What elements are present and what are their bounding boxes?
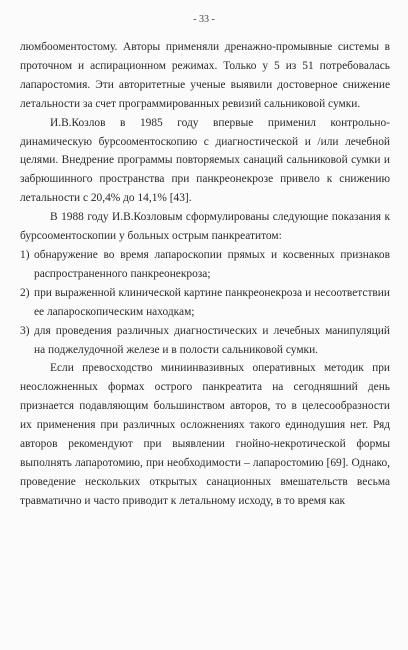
paragraph-1: люмбооментостому. Авторы применяли дренажно-промывные системы в проточном и аспирационном режимах. Только у 5 из 51 потребовалась лапаростомия. Эти авторитетные ученые выявили достоверное снижение летальности за счет программированных ревизий сальниковой сумки.	[20, 41, 390, 110]
list-item-text: при выраженной клинической картине панкреонекроза и несоответствии ее лапароскопическим находкам;	[34, 286, 390, 318]
paragraph-4: Если превосходство миниинвазивных оперативных методик при неосложненных формах острого панкреатита на сегодняшний день признается подавляющим большинством авторов, то в целесообразности их применения при различных осложнениях такого единодушия нет. Ряд авторов рекомендуют при выявлении гнойно-некротической формы выполнять лапаротомию, при необходимости – лапаростомию [69]. Однако, проведение нескольких открытых санационных вмешательств весьма травматично и часто приводит к летальному исходу, в то время как	[20, 362, 390, 507]
list-item-text: для проведения различных диагностических и лечебных манипуляций на поджелудочной железе и в полости сальниковой сумки.	[34, 324, 390, 356]
list-item-number: 2)	[20, 286, 30, 299]
indications-list	[20, 246, 390, 359]
list-item-number: 1)	[20, 248, 30, 261]
list-item-text: обнаружение во время лапароскопии прямых и косвенных признаков распространенного панкреонекроза;	[34, 248, 390, 280]
list-item-number: 3)	[20, 324, 30, 337]
body-text	[20, 38, 390, 511]
list-item	[20, 322, 390, 360]
paragraph-3: В 1988 году И.В.Козловым сформулированы следующие показания к бурсооментоскопии у больных острым панкреатитом:	[20, 211, 390, 243]
page-number: - 33 -	[193, 14, 215, 25]
list-item	[20, 284, 390, 322]
list-item	[20, 246, 390, 284]
paragraph-2: И.В.Козлов в 1985 году впервые применил контрольно-динамическую бурсооментоскопию с диагностической и /или лечебной целями. Внедрение программы повторяемых санаций сальниковой сумки и забрюшинного пространства при панкреонекрозе привело к снижению летальности с 20,4% до 14,1% [43].	[20, 116, 390, 205]
